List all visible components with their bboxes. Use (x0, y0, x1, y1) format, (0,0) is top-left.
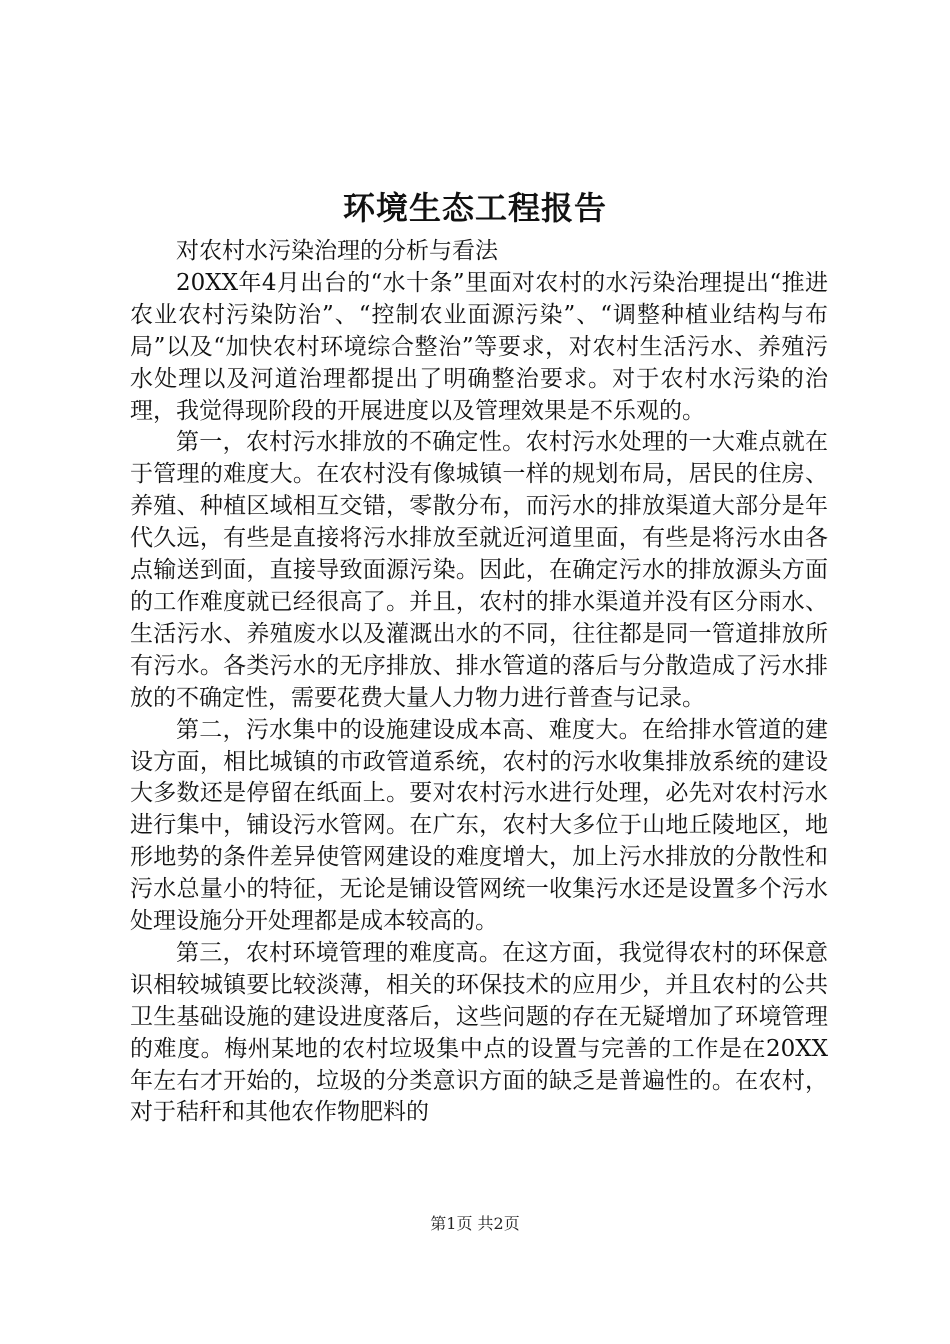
paragraph-subtitle: 对农村水污染治理的分析与看法 (176, 238, 498, 264)
page-footer: 第1页 共2页 (430, 1214, 520, 1233)
paragraph-first-point: 第一，农村污水排放的不确定性。农村污水处理的一大难点就在于管理的难度大。在农村没有像城镇一样的规划布局，居民的住房、养殖、种植区域相互交错，零散分布，而污水的排放渠道大部分是年代久远，有些是直接将污水排放至就近河道里面，有些是将污水由各点输送到面，直接导致面源污染。因此，在确定污水的排放源头方面的工作难度就已经很高了。并且，农村的排水渠道并没有区分雨水、生活污水、养殖废水以及灌溉出水的不同，往往都是同一管道排放所有污水。各类污水的无序排放、排水管道的落后与分散造成了污水排放的不确定性，需要花费大量人力物力进行普查与记录。 (130, 429, 828, 711)
paragraph-third-point: 第三，农村环境管理的难度高。在这方面，我觉得农村的环保意识相较城镇要比较淡薄，相关的环保技术的应用少，并且农村的公共卫生基础设施的建设进度落后，这些问题的存在无疑增加了环境管理的难度。梅州某地的农村垃圾集中点的设置与完善的工作是在20XX年左右才开始的，垃圾的分类意识方面的缺乏是普遍性的。在农村，对于秸秆和其他农作物肥料的 (130, 939, 828, 1126)
paragraph-second-point: 第二，污水集中的设施建设成本高、难度大。在给排水管道的建设方面，相比城镇的市政管道系统，农村的污水收集排放系统的建设大多数还是停留在纸面上。要对农村污水进行处理，必先对农村污水进行集中，铺设污水管网。在广东，农村大多位于山地丘陵地区，地形地势的条件差异使管网建设的难度增大，加上污水排放的分散性和污水总量小的特征，无论是铺设管网统一收集污水还是设置多个污水处理设施分开处理都是成本较高的。 (130, 716, 828, 935)
document-title: 环境生态工程报告 (342, 189, 607, 227)
document-body (130, 236, 828, 1129)
paragraph-intro: 20XX年4月出台的“水十条”里面对农村的水污染治理提出“推进农业农村污染防治”、“控制农业面源污染”、“调整种植业结构与布局”以及“加快农村环境综合整治”等要求，对农村生活污水、养殖污水处理以及河道治理都提出了明确整治要求。对于农村水污染的治理，我觉得现阶段的开展进度以及管理效果是不乐观的。 (130, 269, 828, 424)
